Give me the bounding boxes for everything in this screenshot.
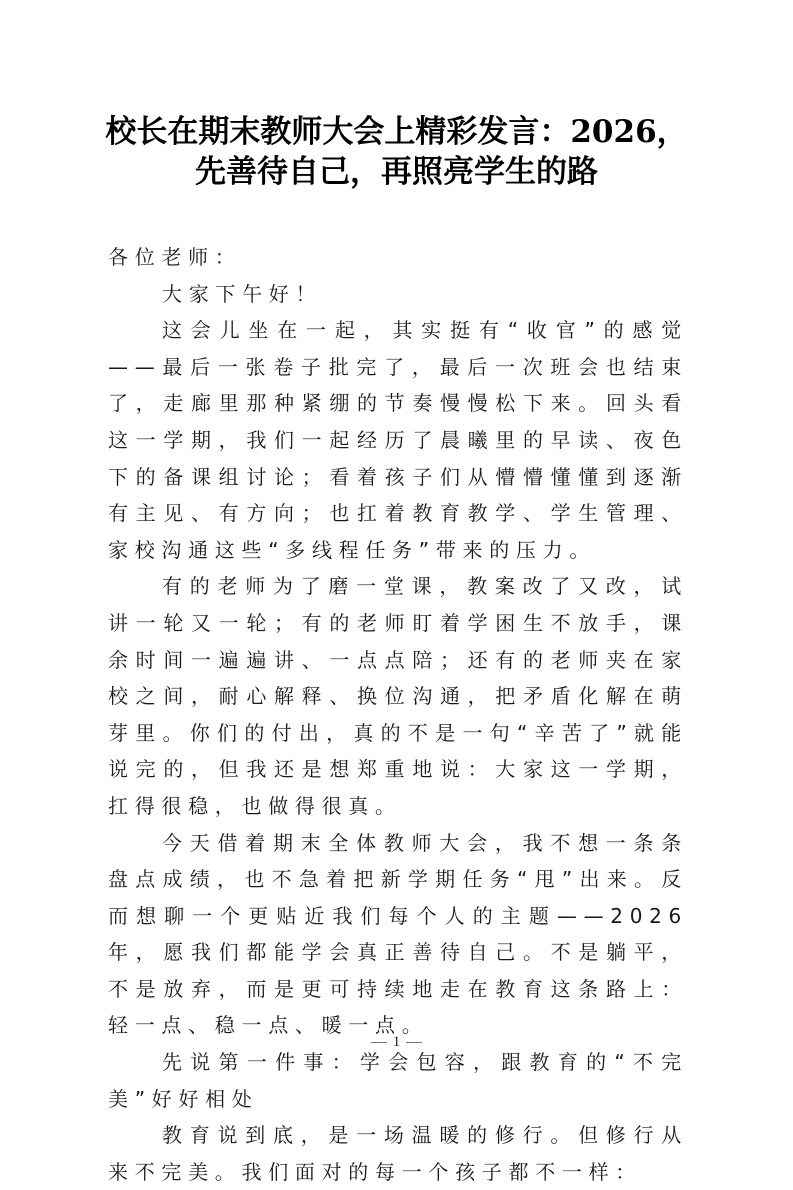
salutation: 各位老师： — [108, 245, 242, 269]
paragraph: 有的老师为了磨一堂课，教案改了又改，试讲一轮又一轮；有的老师盯着学困生不放手，课余时间一遍遍讲、一点点陪；还有的老师夹在家校之间，耐心解释、换位沟通，把矛盾化解在萌芽里。你们的付出，真的不是一句“辛苦了”就能说完的，但我还是想郑重地说：大家这一学期，扛得很稳，也做得很真。 — [108, 574, 688, 818]
paragraph: 今天借着期末全体教师大会，我不想一条条盘点成绩，也不急着把新学期任务“甩”出来。反而想聊一个更贴近我们每个人的主题——2026年，愿我们都能学会真正善待自己。不是躺平，不是放弃，而是更可持续地走在教育这条路上：轻一点、稳一点、暖一点。 — [108, 830, 688, 1038]
paragraph: 这会儿坐在一起，其实挺有“收官”的感觉——最后一张卷子批完了，最后一次班会也结束了，走廊里那种紧绷的节奏慢慢松下来。回头看这一学期，我们一起经历了晨曦里的早读、夜色下的备课组讨论；看着孩子们从懵懵懂懂到逐渐有主见、有方向；也扛着教育教学、学生管理、家校沟通这些“多线程任务”带来的压力。 — [108, 318, 688, 562]
section-heading: 先说第一件事：学会包容，跟教育的“不完美”好好相处 — [108, 1050, 688, 1111]
document-title — [60, 112, 733, 192]
title-line-1: 校长在期末教师大会上精彩发言：2026， — [105, 114, 688, 150]
page-footer — [0, 1034, 793, 1051]
paragraph: 教育说到底，是一场温暖的修行。但修行从来不完美。我们面对的每一个孩子都不一样： — [108, 1123, 688, 1184]
dash-left — [371, 1042, 387, 1043]
title-line-2: 先善待自己，再照亮学生的路 — [195, 154, 598, 190]
paragraph-greeting: 大家下午好！ — [162, 281, 323, 306]
dash-right — [406, 1042, 422, 1043]
page-number: 1 — [392, 1034, 401, 1050]
